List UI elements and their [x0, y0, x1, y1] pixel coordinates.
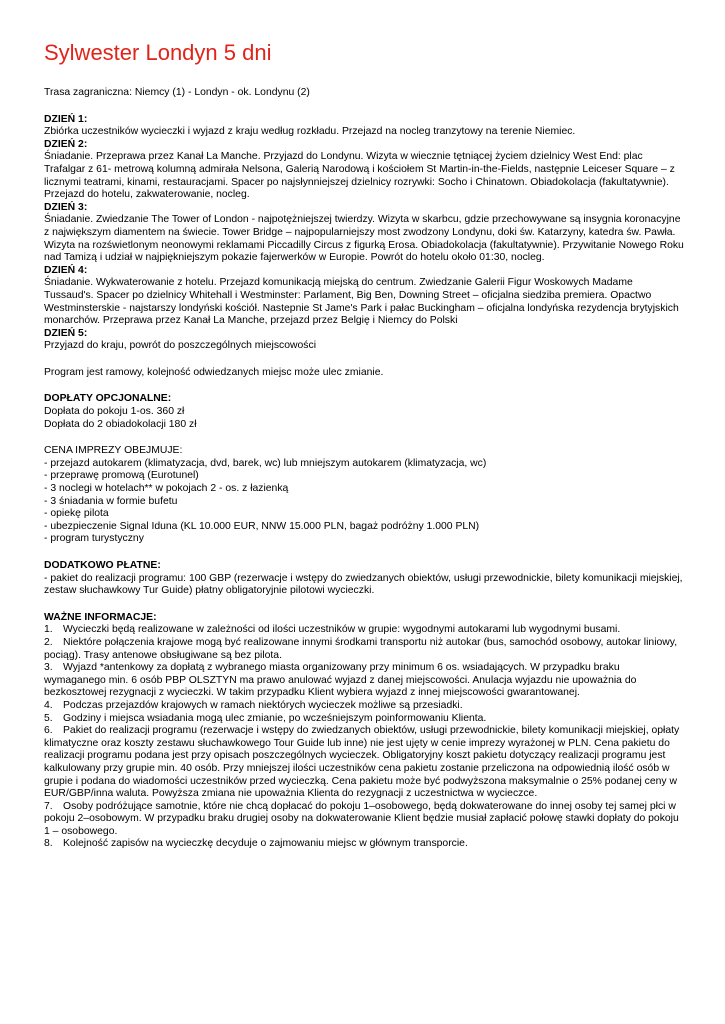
important-info-section	[44, 612, 684, 851]
route-line: Trasa zagraniczna: Niemcy (1) - Londyn - ok. Londynu (2)	[44, 87, 310, 98]
important-info-item	[44, 725, 684, 801]
item-number: 4.	[44, 699, 53, 711]
item-number: 1.	[44, 624, 53, 636]
important-info-item	[44, 662, 684, 700]
optional-fees-section	[44, 393, 684, 431]
page-title: Sylwester Londyn 5 dni	[44, 40, 272, 65]
itinerary	[44, 114, 684, 353]
item-text: Wyjazd *antenkowy za dopłatą z wybranego miasta organizowany przy minimum 6 os. wsiadających. W przypadku braku wymaganego min. 6 osób PBP OLSZTYN ma prawo anulować wyjazd z danej miejscowości. Anulacja wyjazdu nie upoważnia do bezkosztowej rezygnacji z wycieczki. W takim przypadku Klient wybiera wyjazd z innej miejscowości gwarantowanej.	[44, 662, 637, 699]
important-info-item	[44, 700, 684, 713]
optional-fees-heading: DOPŁATY OPCJONALNE:	[44, 393, 172, 405]
item-number: 6.	[44, 725, 53, 737]
price-includes-item: - przeprawę promową (Eurotunel)	[44, 470, 199, 482]
price-includes-item: - 3 śniadania w formie bufetu	[44, 495, 178, 507]
item-text: Pakiet do realizacji programu (rezerwacje i wstępy do zwiedzanych obiektów, usługi przewodnickie, bilety komunikacji miejskiej, opłaty klimatyczne oraz koszty zestawu słuchawkowego Tour Guide lub inne) nie jest ujęty w cenie imprezy wyrażonej w PLN. Cena pakietu do realizacji programu podana jest przy opisach poszczególnych wycieczek. Obligatoryjny koszt pakietu dotyczący realizacji programu jest kalkulowany przy grupie min. 40 osób. Przy mniejszej ilości uczestników cena pakietu zostanie przeliczona na odpowiednią ilość osób w grupie i podana do wiadomości uczestników przed wycieczką. Cena pakietu może być podwyższona maksymalnie o 25% podanej ceny w EUR/GBP/inna waluta. Powyższa zmiana nie upoważnia Klienta do rezygnacji z uczestnictwa w wycieczce.	[44, 725, 680, 800]
item-text: Wycieczki będą realizowane w zależności od ilości uczestników w grupie: wygodnymi autokarami lub wygodnymi busami.	[63, 624, 621, 636]
item-number: 5.	[44, 712, 53, 724]
extra-paid-section	[44, 560, 684, 598]
day-1-text: Zbiórka uczestników wycieczki i wyjazd z kraju według rozkładu. Przejazd na nocleg tranzytowy na terenie Niemiec.	[44, 126, 576, 138]
price-includes-item: - program turystyczny	[44, 533, 144, 545]
day-1-label: DZIEŃ 1:	[44, 113, 88, 125]
optional-fee-item: Dopłata do 2 obiadokolacji 180 zł	[44, 418, 197, 430]
important-info-item	[44, 637, 684, 662]
item-number: 3.	[44, 662, 53, 674]
item-number: 7.	[44, 800, 53, 812]
day-3-label: DZIEŃ 3:	[44, 201, 88, 213]
item-text: Kolejność zapisów na wycieczkę decyduje o zajmowaniu miejsc w głównym transporcie.	[63, 838, 468, 850]
document-page	[44, 40, 684, 851]
important-info-item	[44, 624, 684, 637]
item-text: Podczas przejazdów krajowych w ramach niektórych wycieczek możliwe są przesiadki.	[63, 699, 463, 711]
day-4-text: Śniadanie. Wykwaterowanie z hotelu. Przejazd komunikacją miejską do centrum. Zwiedzanie Galerii Figur Woskowych Madame Tussaud's. Spacer po dzielnicy Whitehall i Westminster: Parlament, Big Ben, Downing Street – oficjalna siedziba premiera. Opactwo Westminsterskie - najstarszy londyński kościół. Nastepnie St Jame's Park i pałac Buckingham – oficjalna londyńska rezydencja brytyjskich monarchów. Przeprawa przez Kanał La Manche, przejazd przez Belgię i Niemcy do Polski	[44, 277, 679, 327]
extra-paid-text: - pakiet do realizacji programu: 100 GBP (rezerwacje i wstępy do zwiedzanych obiektów, usługi przewodnickie, bilety komunikacji miejskiej, zestaw słuchawkowy Tur Guide) płatny obligatoryjnie pilotowi wycieczki.	[44, 572, 683, 597]
item-text: Osoby podróżujące samotnie, które nie chcą dopłacać do pokoju 1–osobowego, będą dokwaterowane do innej osoby tej samej płci w pokoju 2–osobowym. W przypadku braku drugiej osoby na dokwaterowanie Klient będzie musiał zapłacić połowę stawki dopłaty do pokoju 1 – osobowego.	[44, 800, 679, 837]
day-2-text: Śniadanie. Przeprawa przez Kanał La Manche. Przyjazd do Londynu. Wizyta w wiecznie tętniącej życiem dzielnicy West End: plac Trafalgar z 61- metrową kolumną admirała Nelsona, Galerią Narodową i kościołem St Martin-in-the-Fields, następnie Leiceser Square – z licznymi teatrami, kinami, restauracjami. Spacer po najsłynniejszej dzielnicy rozrywki: Socho i Chinatown. Obiadokolacja (fakultatywnie). Przejazd do hotelu, zakwaterowanie, nocleg.	[44, 151, 675, 201]
extra-paid-heading: DODATKOWO PŁATNE:	[44, 560, 161, 571]
price-includes-item: - ubezpieczenie Signal Iduna (KL 10.000 EUR, NNW 15.000 PLN, bagaż podróżny 1.000 PLN)	[44, 520, 480, 532]
item-text: Niektóre połączenia krajowe mogą być realizowane innymi środkami transportu niż autokar (bus, samochód osobowy, autokar liniowy, pociąg). Trasy antenowe obsługiwane są bez pilota.	[44, 636, 678, 661]
important-info-item	[44, 801, 684, 839]
item-number: 2.	[44, 636, 53, 648]
optional-fee-item: Dopłata do pokoju 1-os. 360 zł	[44, 406, 185, 418]
item-text: Godziny i miejsca wsiadania mogą ulec zmianie, po wcześniejszym poinformowaniu Klienta.	[63, 712, 487, 724]
important-info-heading: WAŻNE INFORMACJE:	[44, 611, 157, 623]
program-note: Program jest ramowy, kolejność odwiedzanych miejsc może ulec zmianie.	[44, 366, 384, 378]
day-5-text: Przyjazd do kraju, powrót do poszczególnych miejscowości	[44, 340, 317, 352]
price-includes-item: - przejazd autokarem (klimatyzacja, dvd, barek, wc) lub mniejszym autokarem (klimatyzacja, wc)	[44, 457, 487, 469]
price-includes-item: - 3 noclegi w hotelach** w pokojach 2 - os. z łazienką	[44, 483, 289, 495]
price-includes-heading: CENA IMPREZY OBEJMUJE:	[44, 445, 183, 457]
price-includes-section	[44, 445, 684, 546]
day-3-text: Śniadanie. Zwiedzanie The Tower of London - najpotężniejszej twierdzy. Wizyta w skarbcu, gdzie przechowywane są insygnia koronacyjne z największym diamentem na świecie. Tower Bridge – najpopularniejszy most zwodzony Londynu, doki św. Katarzyny, katedra św. Pawła. Wizyta na rozświetlonym neonowymi reklamami Piccadilly Circus z figurką Erosa. Obiadokolacja (fakultatywnie). Przywitanie Nowego Roku nad Tamizą i udział w najpiękniejszym pokazie fajerwerków w Europie. Powrót do hotelu około 01:30, nocleg.	[44, 214, 684, 264]
day-4-label: DZIEŃ 4:	[44, 264, 88, 276]
important-info-item	[44, 838, 684, 851]
day-2-label: DZIEŃ 2:	[44, 138, 88, 150]
important-info-item	[44, 713, 684, 726]
day-5-label: DZIEŃ 5:	[44, 327, 88, 339]
price-includes-item: - opiekę pilota	[44, 508, 109, 520]
item-number: 8.	[44, 838, 53, 850]
